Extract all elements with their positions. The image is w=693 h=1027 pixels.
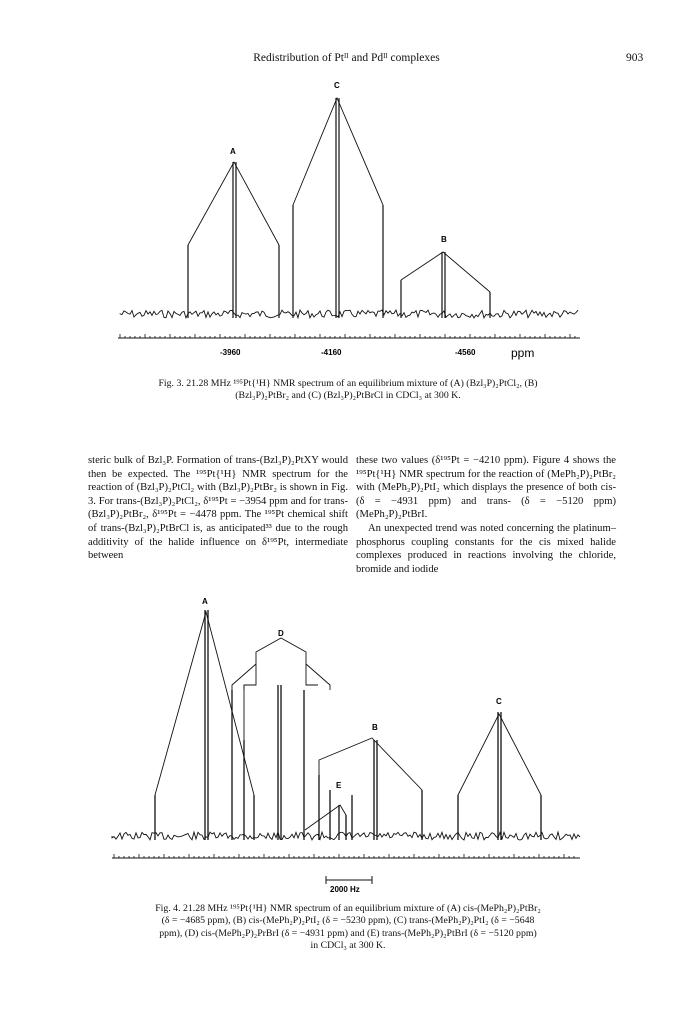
fig3-axis-unit: ppm	[511, 346, 535, 360]
fig4-label-c: C	[496, 697, 502, 706]
figure-4-peaks	[155, 610, 541, 840]
fig3-tick-3960: -3960	[220, 348, 241, 357]
fig4-caption-line-2: (δ = −4685 ppm), (B) cis-(MePh₂P)₂PtI₂ (δ = −5230 ppm), (C) trans-(MePh₂P)₂PtI₂ (δ = −5648	[161, 915, 535, 927]
fig4-label-e: E	[336, 781, 342, 790]
running-header: Redistribution of Ptᴵᴵ and Pdᴵᴵ complexes	[253, 52, 440, 64]
fig3-label-c: C	[334, 81, 340, 90]
fig4-label-b: B	[372, 723, 378, 732]
figure-3-baseline	[120, 310, 578, 318]
fig3-tick-4160: -4160	[321, 348, 342, 357]
page-number: 903	[626, 52, 644, 64]
figure-3-nmr-spectrum	[0, 70, 693, 370]
fig3-tick-4560: -4560	[455, 348, 476, 357]
body-right-column	[356, 454, 616, 576]
fig4-scale-label: 2000 Hz	[330, 885, 360, 894]
figure-3-axis	[118, 334, 580, 338]
left-paragraph: steric bulk of Bzl₃P. Formation of trans-(Bzl₃P)₂PtXY would then be expected. The ¹⁹⁵Pt{¹H} NMR spectrum for the reaction of (Bzl₃P)₂PtCl₂ with (Bzl₃P)₂PtBr₂ is shown in Fig. 3. For trans-(Bzl₃P)₂PtCl₂, δ¹⁹⁵Pt = −3954 ppm and for trans-(Bzl₃P)₂PtBr₂, δ¹⁹⁵Pt = −4478 ppm. The ¹⁹⁵Pt chemical shift of trans-(Bzl₃P)₂PtBrCl is, as anticipated³³ due to the rough additivity of the halide influence on δ¹⁹⁵Pt, intermediate between	[88, 455, 348, 562]
fig3-label-b: B	[441, 235, 447, 244]
fig4-caption-line-4: in CDCl₃ at 300 K.	[310, 940, 386, 952]
fig4-label-a: A	[202, 597, 208, 606]
figure-3-caption	[88, 378, 608, 403]
fig4-caption-line-3: ppm), (D) cis-(MePh₂P)₂PrBrI (δ = −4931 ppm) and (E) trans-(MePh₂P)₂PtBrI (δ = −5120 ppm)	[159, 927, 537, 939]
fig4-label-d: D	[278, 629, 284, 638]
figure-4-nmr-spectrum	[0, 590, 693, 900]
figure-4-assignment-lines	[155, 612, 541, 830]
fig3-caption-line-1: Fig. 3. 21.28 MHz ¹⁹⁵Pt{¹H} NMR spectrum of an equilibrium mixture of (A) (Bzl₃P)₂PtCl₂, (B)	[158, 378, 538, 389]
body-left-column	[88, 454, 348, 563]
figure-4-caption	[88, 903, 608, 953]
figure-4-axis	[112, 854, 580, 884]
figure-3-peaks	[188, 98, 490, 318]
fig3-label-a: A	[230, 147, 236, 156]
fig3-caption-line-2: (Bzl₃P)₂PtBr₂ and (C) (Bzl₃P)₂PtBrCl in CDCl₃ at 300 K.	[235, 390, 461, 402]
right-paragraph-2: An unexpected trend was noted concerning the platinum–phosphorus coupling constants for the cis mixed halide complexes produced in reactions involving the chloride, bromide and iodide	[356, 522, 616, 575]
right-paragraph-1: these two values (δ¹⁹⁵Pt = −4210 ppm). Figure 4 shows the ¹⁹⁵Pt{¹H} NMR spectrum for the reaction of (MePh₂P)₂PtBr₂ with (MePh₂P)₂PtI₂ which displays the presence of both cis- (δ = −4931 ppm) and trans- (δ = −5120 ppm) (MePh₂P)₂PtBrI.	[356, 455, 616, 521]
fig4-caption-line-1: Fig. 4. 21.28 MHz ¹⁹⁵Pt{¹H} NMR spectrum of an equilibrium mixture of (A) cis-(MePh₂P)₂PtBr₂	[155, 903, 541, 914]
